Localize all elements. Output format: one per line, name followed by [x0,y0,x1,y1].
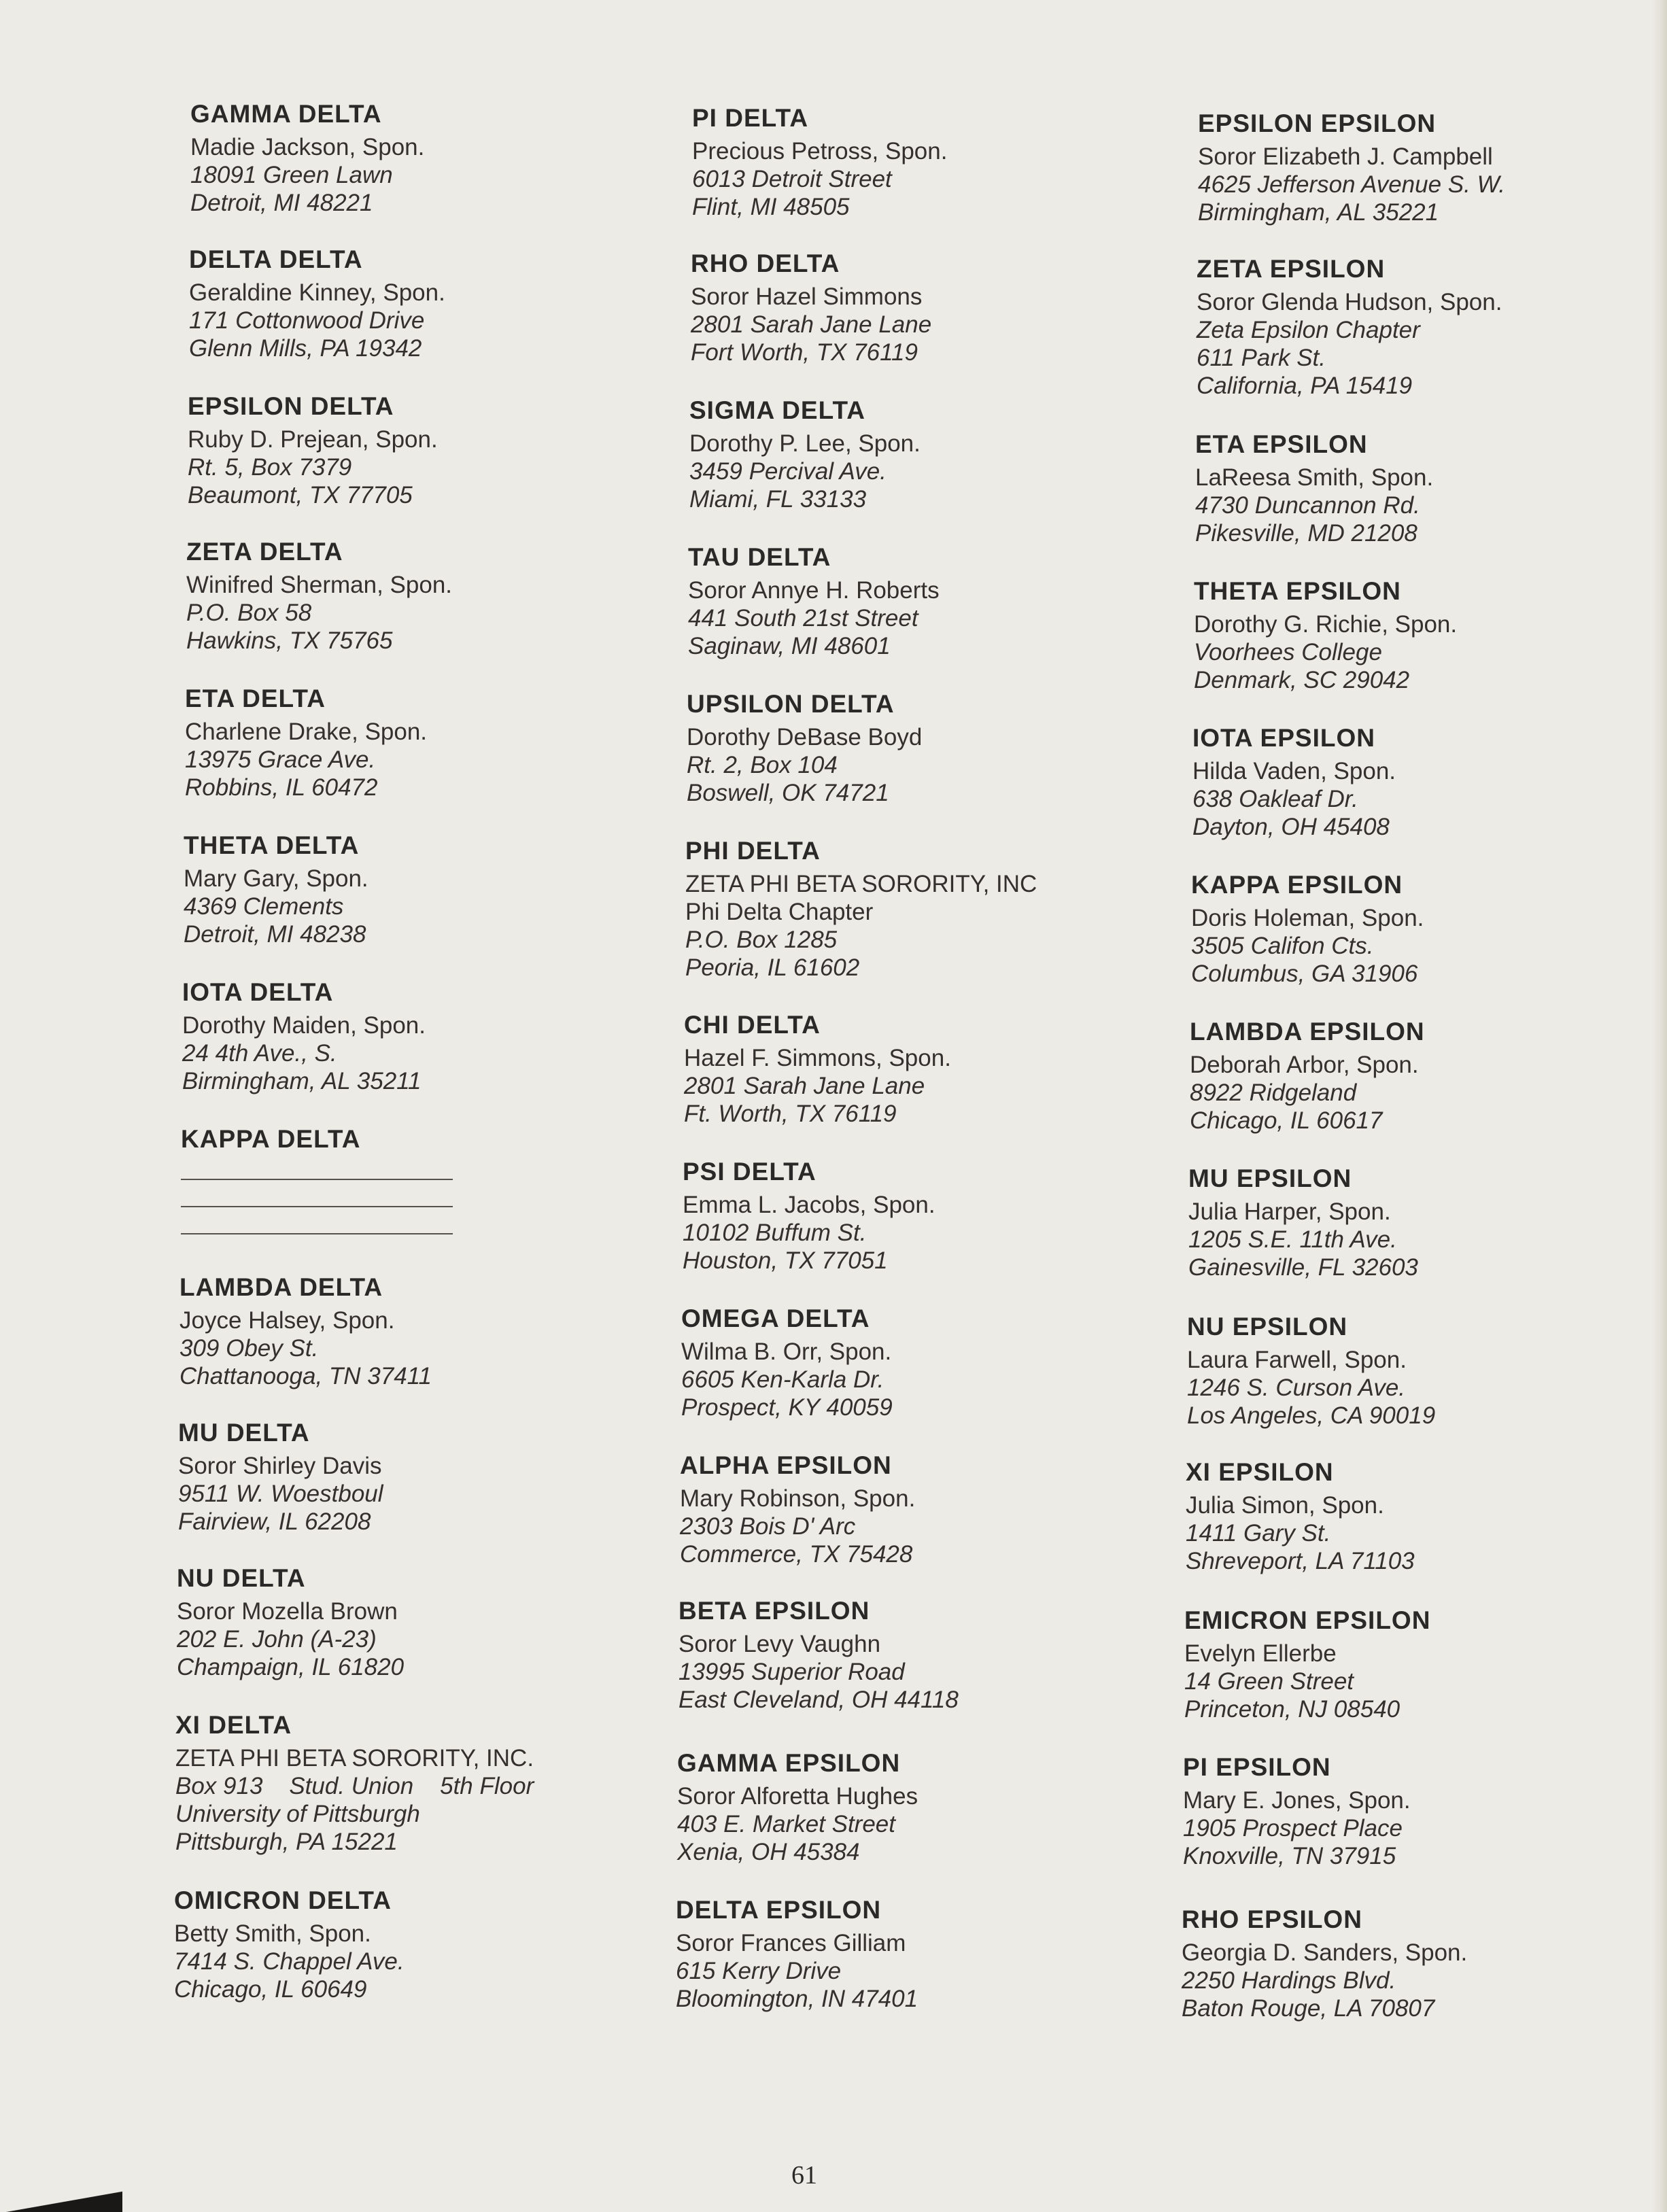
chapter-entry [1197,256,1502,400]
chapter-entry [1186,1459,1415,1575]
address-line: University of Pittsburgh [175,1801,420,1827]
chapter-entry [1183,1754,1411,1870]
chapter-entry [1182,1906,1467,2022]
address-line: Denmark, SC 29042 [1194,667,1410,693]
chapter-entry [1190,1018,1425,1135]
address-line: 4625 Jefferson Avenue S. W. [1198,171,1506,198]
address-line: Zeta Epsilon Chapter [1197,317,1420,343]
sponsor-line: Precious Petross, Spon. [692,138,948,165]
chapter-entry [680,1452,915,1568]
chapter-entry [692,105,947,221]
address-line: Chattanooga, TN 37411 [179,1363,432,1389]
sponsor-line: Betty Smith, Spon. [174,1920,371,1947]
address-line: 1411 Gary St. [1186,1520,1331,1546]
chapter-name: GAMMA EPSILON [677,1749,901,1777]
address-line: Miami, FL 33133 [689,486,867,513]
sponsor-line: Soror Hazel Simmons [691,283,923,310]
chapter-name: LAMBDA EPSILON [1190,1018,1425,1045]
chapter-name: PSI DELTA [683,1158,817,1186]
address-line: 1905 Prospect Place [1183,1815,1403,1842]
address-line: P.O. Box 1285 [685,927,838,953]
chapter-name: KAPPA EPSILON [1191,871,1403,899]
blank-fill-line [181,1179,453,1180]
chapter-name: PI EPSILON [1183,1753,1331,1781]
address-line: Saginaw, MI 48601 [688,633,891,659]
chapter-entry [691,250,931,366]
sponsor-line: Charlene Drake, Spon. [185,719,428,745]
chapter-name: MU DELTA [178,1419,310,1447]
sponsor-line: Geraldine Kinney, Spon. [189,279,445,306]
chapter-entry [1187,1313,1435,1430]
sponsor-line: Mary Gary, Spon. [184,865,368,892]
address-line: 403 E. Market Street [677,1811,895,1837]
address-line: 10102 Buffum St. [683,1220,867,1246]
address-line: 2303 Bois D' Arc [680,1513,856,1540]
address-line: Ft. Worth, TX 76119 [684,1101,897,1127]
address-line: Fort Worth, TX 76119 [691,339,918,366]
sponsor-line: Laura Farwell, Spon. [1187,1347,1407,1373]
chapter-entry [177,1565,404,1681]
sponsor-line: Doris Holeman, Spon. [1191,905,1424,931]
address-line: Los Angeles, CA 90019 [1187,1402,1436,1429]
chapter-name: EPSILON EPSILON [1198,109,1437,137]
address-line: Robbins, IL 60472 [185,774,378,801]
chapter-entry [1192,725,1396,841]
sponsor-line: Evelyn Ellerbe [1184,1640,1337,1667]
chapter-name: KAPPA DELTA [181,1125,361,1153]
address-line: Rt. 2, Box 104 [687,752,838,778]
chapter-name: UPSILON DELTA [687,690,895,718]
chapter-name: OMEGA DELTA [681,1304,870,1332]
address-line: 441 South 21st Street [688,605,918,632]
chapter-name: PI DELTA [692,104,809,132]
address-line: Princeton, NJ 08540 [1184,1696,1400,1723]
chapter-entry [676,1897,918,2013]
address-line: Shreveport, LA 71103 [1186,1548,1415,1574]
sponsor-line: LaReesa Smith, Spon. [1195,464,1434,491]
address-line: Houston, TX 77051 [683,1247,888,1274]
chapter-entry [677,1750,918,1866]
sponsor-line: Julia Simon, Spon. [1186,1492,1384,1519]
chapter-entry [689,397,921,513]
chapter-name: NU EPSILON [1187,1313,1348,1341]
address-line: Beaumont, TX 77705 [188,482,413,508]
chapter-name: SIGMA DELTA [689,396,866,424]
sponsor-line: Dorothy G. Richie, Spon. [1194,611,1458,638]
address-line: 2250 Hardings Blvd. [1182,1967,1396,1994]
sponsor-line: Soror Annye H. Roberts [688,577,940,604]
chapter-name: DELTA EPSILON [676,1896,882,1924]
address-line: 8922 Ridgeland [1190,1079,1357,1106]
sponsor-line: Wilma B. Orr, Spon. [681,1338,892,1365]
chapter-name: RHO EPSILON [1182,1905,1362,1933]
sponsor-line: Soror Frances Gilliam [676,1930,906,1956]
address-line: Birmingham, AL 35221 [1198,199,1439,226]
address-line: 3505 Califon Cts. [1191,933,1374,959]
chapter-name: RHO DELTA [691,249,840,277]
sponsor-line: Deborah Arbor, Spon. [1190,1052,1419,1078]
sponsor-line: Hilda Vaden, Spon. [1192,758,1396,784]
chapter-entry [1195,431,1433,547]
address-line: Knoxville, TN 37915 [1183,1843,1396,1869]
chapter-name: PHI DELTA [685,837,821,865]
chapter-entry [179,1274,432,1390]
address-line: Voorhees College [1194,639,1382,666]
chapter-name: MU EPSILON [1188,1164,1352,1192]
address-line: Baton Rouge, LA 70807 [1182,1995,1435,2022]
chapter-name: THETA DELTA [184,831,360,859]
address-line: 4369 Clements [184,893,344,920]
chapter-name: EPSILON DELTA [188,392,394,420]
address-line: Box 913 Stud. Union 5th Floor [175,1773,534,1799]
address-line: 202 E. John (A-23) [177,1626,377,1653]
chapter-entry [184,832,368,948]
address-line: Gainesville, FL 32603 [1188,1254,1418,1281]
sponsor-line: Soror Elizabeth J. Campbell [1198,143,1493,170]
address-line: P.O. Box 58 [186,600,312,626]
chapter-name: ZETA EPSILON [1197,255,1386,283]
page-edge-shadow [1652,0,1667,2212]
sponsor-line: Dorothy P. Lee, Spon. [689,430,921,457]
sponsor-line: ZETA PHI BETA SORORITY, INC. [175,1745,534,1772]
address-line: 13995 Superior Road [678,1659,905,1685]
chapter-name: BETA EPSILON [678,1597,870,1625]
chapter-entry [688,544,940,660]
address-line: 13975 Grace Ave. [185,746,376,773]
sponsor-line: Soror Mozella Brown [177,1598,398,1625]
address-line: 2801 Sarah Jane Lane [691,311,932,338]
chapter-entry [1198,110,1505,226]
blank-fill-line [181,1206,453,1207]
address-line: East Cleveland, OH 44118 [678,1687,959,1713]
sponsor-line: Hazel F. Simmons, Spon. [684,1045,951,1071]
chapter-name: CHI DELTA [684,1011,821,1039]
sponsor-line: Georgia D. Sanders, Spon. [1182,1939,1468,1966]
address-line: 615 Kerry Drive [676,1958,842,1984]
address-line: Commerce, TX 75428 [680,1541,913,1568]
address-line: Detroit, MI 48238 [184,921,366,948]
address-line: 309 Obey St. [179,1335,319,1362]
address-line: 1246 S. Curson Ave. [1187,1375,1406,1401]
address-line: Boswell, OK 74721 [687,780,889,806]
address-line: Detroit, MI 48221 [190,190,373,216]
chapter-entry [1191,871,1424,988]
chapter-name: ETA DELTA [185,685,326,712]
sponsor-line: Mary E. Jones, Spon. [1183,1787,1411,1814]
address-line: Chicago, IL 60617 [1190,1107,1383,1134]
chapter-entry [681,1305,893,1421]
sponsor-line: Soror Glenda Hudson, Spon. [1197,289,1502,315]
sponsor-line: Soror Levy Vaughn [678,1631,881,1657]
address-line: 611 Park St. [1197,345,1326,371]
sponsor-line: Phi Delta Chapter [685,899,874,925]
address-line: Birmingham, AL 35211 [182,1068,422,1094]
chapter-entry [175,1712,534,1856]
chapter-entry [189,246,445,362]
sponsor-line: Soror Alforetta Hughes [677,1783,918,1810]
address-line: Prospect, KY 40059 [681,1394,893,1421]
sponsor-line: Dorothy Maiden, Spon. [182,1012,426,1039]
chapter-name: ALPHA EPSILON [680,1451,892,1479]
page-number: 61 [791,2161,817,2190]
chapter-name: NU DELTA [177,1564,306,1592]
chapter-name: IOTA EPSILON [1192,724,1375,752]
sponsor-line: Soror Shirley Davis [178,1453,382,1479]
chapter-entry [182,979,426,1095]
chapter-name: EMICRON EPSILON [1184,1606,1431,1634]
chapter-name: LAMBDA DELTA [179,1273,383,1301]
address-line: Bloomington, IN 47401 [676,1986,918,2012]
address-line: Glenn Mills, PA 19342 [189,335,422,362]
address-line: Peoria, IL 61602 [685,954,860,981]
address-line: Rt. 5, Box 7379 [188,454,352,481]
chapter-name: XI EPSILON [1186,1458,1334,1486]
sponsor-line: Madie Jackson, Spon. [190,134,425,160]
address-line: Xenia, OH 45384 [677,1839,860,1865]
address-line: Champaign, IL 61820 [177,1654,405,1680]
address-line: 24 4th Ave., S. [182,1040,337,1067]
sponsor-line: Julia Harper, Spon. [1188,1198,1391,1225]
sponsor-line: Emma L. Jacobs, Spon. [683,1192,935,1218]
chapter-name: ETA EPSILON [1195,430,1368,458]
chapter-name: IOTA DELTA [182,978,334,1006]
address-line: 18091 Green Lawn [190,162,393,188]
chapter-entry [174,1887,405,2003]
address-line: Pittsburgh, PA 15221 [175,1829,398,1855]
chapter-entry [1194,578,1457,694]
chapter-entry [1184,1607,1430,1723]
chapter-entry [190,101,424,217]
address-line: 171 Cottonwood Drive [189,307,425,334]
sponsor-line: Mary Robinson, Spon. [680,1485,916,1512]
address-line: Dayton, OH 45408 [1192,814,1390,840]
chapter-name: TAU DELTA [688,543,831,571]
chapter-name: OMICRON DELTA [174,1886,392,1914]
chapter-name: ZETA DELTA [186,538,343,566]
address-line: 14 Green Street [1184,1668,1354,1695]
chapter-name: THETA EPSILON [1194,577,1401,605]
chapter-entry [186,538,452,655]
sponsor-line: Ruby D. Prejean, Spon. [188,426,438,453]
address-line: 2801 Sarah Jane Lane [684,1073,925,1099]
address-line: 3459 Percival Ave. [689,458,887,485]
chapter-name: XI DELTA [175,1711,292,1739]
chapter-entry [687,691,922,807]
address-line: Pikesville, MD 21208 [1195,520,1417,547]
address-line: 6605 Ken-Karla Dr. [681,1366,884,1393]
page-corner-shadow [0,2188,122,2212]
chapter-entry [684,1012,951,1128]
sponsor-line: Joyce Halsey, Spon. [179,1307,395,1334]
address-line: Flint, MI 48505 [692,194,850,220]
sponsor-line: Winifred Sherman, Spon. [186,572,453,598]
chapter-entry [181,1126,453,1234]
address-line: 638 Oakleaf Dr. [1192,786,1358,812]
address-line: 6013 Detroit Street [692,166,892,192]
chapter-entry [678,1597,959,1714]
chapter-entry [683,1158,935,1275]
address-line: Chicago, IL 60649 [174,1976,367,2003]
address-line: California, PA 15419 [1197,373,1413,399]
chapter-entry [685,837,1037,982]
blank-fill-line [181,1233,453,1234]
address-line: 9511 W. Woestboul [178,1481,383,1507]
address-line: Hawkins, TX 75765 [186,627,393,654]
chapter-name: DELTA DELTA [189,245,363,273]
address-line: 4730 Duncannon Rd. [1195,492,1420,519]
chapter-entry [188,393,438,509]
address-line: Columbus, GA 31906 [1191,961,1418,987]
address-line: Fairview, IL 62208 [178,1508,371,1535]
sponsor-line: Dorothy DeBase Boyd [687,724,923,750]
chapter-name: GAMMA DELTA [190,100,382,128]
address-line: 1205 S.E. 11th Ave. [1188,1226,1397,1253]
chapter-entry [178,1419,383,1536]
sponsor-line: ZETA PHI BETA SORORITY, INC [685,871,1037,897]
address-line: 7414 S. Chappel Ave. [174,1948,405,1975]
chapter-entry [1188,1165,1418,1281]
chapter-entry [185,685,427,801]
